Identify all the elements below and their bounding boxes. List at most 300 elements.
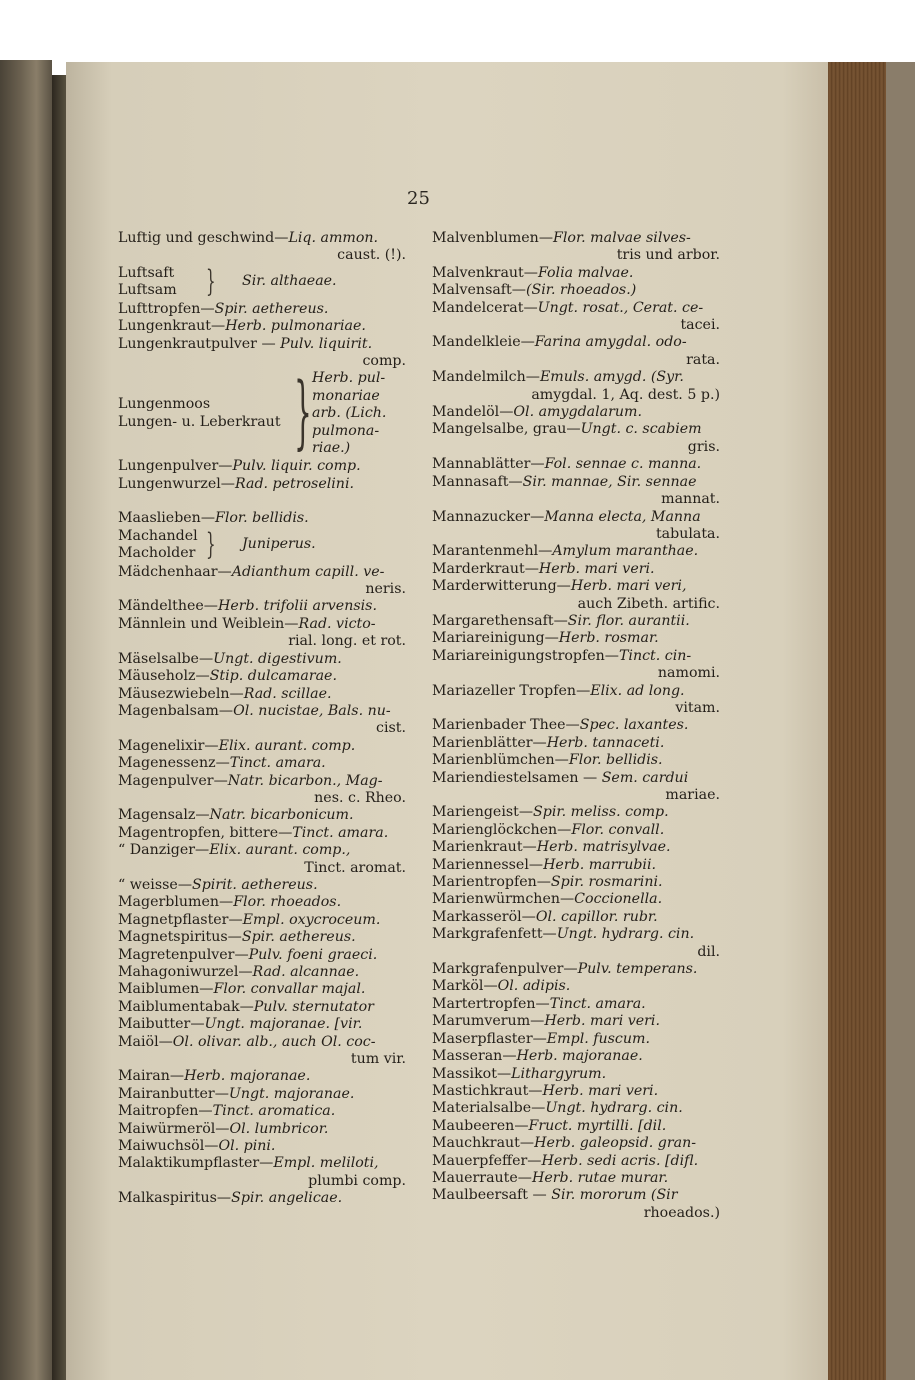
entry-continuation: tacei. xyxy=(680,317,720,334)
entry-latin-group xyxy=(312,370,386,458)
entry-dash: — xyxy=(218,702,234,719)
dictionary-entry xyxy=(118,842,408,859)
entry-term: Materialsalbe xyxy=(432,1100,532,1117)
entry-latin: Elix. aurant. comp. xyxy=(218,737,356,754)
background-edge xyxy=(886,62,915,1380)
dictionary-entry xyxy=(432,230,722,247)
entry-latin-line: arb. (Lich. xyxy=(312,405,387,422)
entry-term: Mandelöl xyxy=(432,404,500,421)
entry-term: Magenpulver xyxy=(118,772,214,789)
dictionary-entry xyxy=(118,947,408,964)
dictionary-entry xyxy=(118,755,408,772)
entry-dash: — xyxy=(195,668,210,685)
book-gutter xyxy=(52,75,66,1380)
entry-dash: — xyxy=(530,1013,545,1030)
entry-dash: — xyxy=(190,1016,205,1033)
entry-latin: Stip. dulcamarae. xyxy=(209,668,337,685)
entry-term: Malkaspiritus xyxy=(118,1190,217,1207)
entry-term: Marientropfen xyxy=(432,874,537,891)
dictionary-entry xyxy=(432,735,722,752)
entry-term: Marienblümchen xyxy=(432,752,555,769)
entry-latin: Sir. mororum (Sir xyxy=(551,1187,678,1204)
entry-latin: Herb. marrubii. xyxy=(543,856,656,873)
entry-term: Mädchenhaar xyxy=(118,563,218,580)
grouped-terms xyxy=(118,396,281,431)
dictionary-entry xyxy=(118,458,408,475)
entry-dash: — xyxy=(559,891,575,908)
section-gap xyxy=(118,493,408,510)
entry-latin: Elix. aurant. comp., xyxy=(209,842,351,859)
entry-term: Mannazucker xyxy=(432,508,531,525)
entry-latin: Ungt. hydrarg. cin. xyxy=(556,926,695,943)
entry-term: Luftsaft xyxy=(118,264,175,281)
left-text-column xyxy=(118,230,408,1208)
entry-dash: — xyxy=(238,964,253,980)
entry-term: Maiblumentabak xyxy=(118,998,240,1015)
dictionary-entry xyxy=(118,230,408,247)
entry-term: Mandelmilch xyxy=(432,369,526,386)
brace-mark: } xyxy=(294,365,312,459)
entry-dash: — xyxy=(502,1048,517,1065)
entry-term: Machandel xyxy=(118,527,198,544)
entry-term: Lungenpulver xyxy=(118,458,219,475)
entry-term: Macholder xyxy=(118,545,196,562)
entry-latin: Flor. malvae silves- xyxy=(553,230,691,246)
entry-latin: Fruct. myrtilli. [dil. xyxy=(528,1117,667,1134)
entry-dash: — xyxy=(195,807,210,824)
entry-dash: — xyxy=(227,929,242,946)
entry-dash: — xyxy=(217,563,232,580)
dictionary-entry xyxy=(432,874,722,891)
entry-term: Maibutter xyxy=(118,1016,191,1033)
entry-latin: Sir. althaeae. xyxy=(242,272,337,289)
dictionary-entry xyxy=(432,648,722,665)
grouped-terms xyxy=(118,265,177,300)
entry-term: Mastichkraut xyxy=(432,1082,529,1099)
entry-term: Maiwürmeröl xyxy=(118,1120,216,1137)
entry-latin-line: pulmona- xyxy=(312,422,380,439)
dictionary-entry xyxy=(432,961,722,978)
entry-dash: — xyxy=(274,230,289,246)
entry-dash: — xyxy=(234,946,249,963)
dictionary-entry xyxy=(432,578,722,595)
entry-latin: Natr. bicarbonicum. xyxy=(209,807,354,824)
entry-latin: Pulv. sternutator xyxy=(253,998,374,1015)
dictionary-entry xyxy=(118,510,408,527)
entry-term: Maiöl xyxy=(118,1033,159,1050)
entry-latin: Spir. rosmarini. xyxy=(550,874,663,891)
entry-latin: Pulv. liquir. comp. xyxy=(232,458,361,475)
entry-continuation: tum vir. xyxy=(350,1051,406,1068)
entry-term: Malvensaft xyxy=(432,282,512,299)
entry-latin: Herb. mari veri. xyxy=(542,1082,659,1099)
entry-dash: — xyxy=(215,1120,230,1137)
brace-mark: } xyxy=(206,526,216,562)
entry-dash: — xyxy=(538,230,554,246)
entry-latin: Ol. olivar. alb., auch Ol. coc- xyxy=(172,1033,376,1050)
dictionary-entry xyxy=(118,651,408,668)
dictionary-entry xyxy=(432,770,722,787)
entry-dash: — xyxy=(538,543,553,560)
entry-continuation: mariae. xyxy=(665,787,720,803)
entry-term: Magnetspiritus xyxy=(118,929,228,946)
left-page-shadow xyxy=(0,60,52,1380)
entry-term: Mannasaft xyxy=(432,473,509,490)
entry-latin: Elix. ad long. xyxy=(590,682,685,699)
entry-latin: Tinct. amara. xyxy=(292,824,389,841)
entry-term: Mariendiestelsamen — xyxy=(432,769,602,786)
entry-continuation: caust. (!). xyxy=(337,247,406,264)
entry-dash: — xyxy=(527,1152,542,1169)
entry-term: Magenbalsam xyxy=(118,702,219,719)
entry-continuation: tris und arbor. xyxy=(616,247,720,264)
dictionary-entry xyxy=(118,929,408,946)
dictionary-entry xyxy=(432,1013,722,1030)
entry-term: Maulbeersaft — xyxy=(432,1187,552,1204)
entry-dash: — xyxy=(528,1082,543,1099)
entry-term: Markgrafenfett xyxy=(432,926,543,943)
entry-term: Marköl xyxy=(432,978,484,995)
entry-term: Martertropfen xyxy=(432,995,536,1012)
page-fore-edge xyxy=(828,62,888,1380)
entry-latin: Herb. sedi acris. [difl. xyxy=(541,1152,699,1169)
entry-latin: Herb. mari veri, xyxy=(570,578,687,595)
entry-latin: Tinct. amara. xyxy=(549,995,646,1012)
entry-latin: Natr. bicarbon., Mag- xyxy=(227,772,383,789)
dictionary-entry xyxy=(432,630,722,647)
entry-term: Mairan xyxy=(118,1068,170,1085)
dictionary-entry xyxy=(118,1155,408,1172)
entry-dash: — xyxy=(220,475,235,492)
dictionary-entry xyxy=(432,822,722,839)
entry-latin: Herb. mari veri. xyxy=(538,560,655,577)
entry-latin: Coccionella. xyxy=(574,891,663,908)
entry-latin: Ungt. hydrarg. cin. xyxy=(545,1100,683,1117)
entry-term: Mandelcerat xyxy=(432,299,524,316)
dictionary-entry xyxy=(432,334,722,351)
entry-latin: Folia malvae. xyxy=(537,264,634,281)
entry-term: Mäselsalbe xyxy=(118,650,199,667)
dictionary-entry xyxy=(118,877,408,894)
entry-dash: — xyxy=(219,894,234,911)
entry-dash: — xyxy=(214,1085,229,1102)
entry-continuation: cist. xyxy=(376,720,406,737)
entry-latin: Ol. lumbricor. xyxy=(229,1120,329,1137)
entry-continuation: rial. long. et rot. xyxy=(288,633,406,650)
entry-term: Mandelkleie xyxy=(432,334,521,351)
entry-latin: Spir. aethereus. xyxy=(214,300,329,317)
entry-latin: Tinct. cin- xyxy=(618,647,692,664)
dictionary-entry xyxy=(118,999,408,1016)
entry-term: Männlein und Weiblein xyxy=(118,615,285,632)
entry-latin-line: Herb. pul- xyxy=(312,370,386,387)
entry-continuation: rhoeados.) xyxy=(643,1204,720,1221)
entry-dash: — xyxy=(542,926,557,943)
entry-latin: Herb. majoranae. xyxy=(516,1048,643,1065)
right-text-column xyxy=(432,230,722,1222)
dictionary-entry xyxy=(118,598,408,615)
entry-term: Marumverum xyxy=(432,1013,531,1030)
entry-dash: — xyxy=(518,804,534,821)
entry-term: Marienwürmchen xyxy=(432,891,560,908)
dictionary-entry xyxy=(118,1086,408,1103)
entry-dash: — xyxy=(218,458,233,475)
entry-latin: Sir. flor. aurantii. xyxy=(567,612,690,629)
entry-dash: — xyxy=(536,874,551,891)
grouped-entry xyxy=(118,528,408,564)
entry-dash: — xyxy=(278,824,293,841)
entry-latin: Empl. oxycroceum. xyxy=(242,911,381,928)
entry-latin: Juniperus. xyxy=(242,535,316,552)
dictionary-entry xyxy=(432,1118,722,1135)
entry-latin: Empl. fuscum. xyxy=(546,1030,650,1047)
entry-term: Mariengeist xyxy=(432,804,519,821)
entry-dash: — xyxy=(563,961,578,978)
entry-term: Mannablätter xyxy=(432,456,531,473)
entry-dash: — xyxy=(535,995,550,1012)
dictionary-entry xyxy=(118,825,408,842)
dictionary-entry xyxy=(118,301,408,318)
dictionary-entry xyxy=(432,909,722,926)
entry-latin: Ol. capillor. rubr. xyxy=(535,908,658,925)
entry-latin: Ungt. rosat., Cerat. ce- xyxy=(537,299,704,316)
entry-latin: Fol. sennae c. manna. xyxy=(544,456,702,473)
entry-term: Maubeeren xyxy=(432,1117,515,1134)
dictionary-entry xyxy=(118,964,408,981)
dictionary-entry xyxy=(432,1153,722,1170)
entry-dash: — xyxy=(531,1100,546,1117)
dictionary-entry xyxy=(432,804,722,821)
entry-dash: — xyxy=(522,839,537,856)
entry-latin: Rad. victo- xyxy=(298,615,376,632)
entry-term: Markgrafenpulver xyxy=(432,961,564,978)
entry-dash: — xyxy=(604,647,619,664)
entry-dash: — xyxy=(211,318,226,335)
entry-term: Mariazeller Tropfen xyxy=(432,682,577,699)
dictionary-entry xyxy=(118,1103,408,1120)
entry-continuation: neris. xyxy=(365,581,406,598)
dictionary-entry xyxy=(432,561,722,578)
entry-latin: Herb. rosmar. xyxy=(558,630,659,647)
entry-dash: — xyxy=(532,1030,547,1047)
dictionary-entry xyxy=(432,265,722,282)
entry-term: Massikot xyxy=(432,1065,497,1082)
entry-term: Lungenwurzel xyxy=(118,475,221,492)
entry-latin: Pulv. temperans. xyxy=(577,961,698,978)
entry-term: Mariennessel xyxy=(432,856,529,873)
entry-latin: Herb. majoranae. xyxy=(184,1068,311,1085)
brace-mark: } xyxy=(206,263,216,299)
dictionary-entry xyxy=(432,1135,722,1152)
entry-dash: — xyxy=(200,510,215,527)
dictionary-entry xyxy=(118,1068,408,1085)
dictionary-entry xyxy=(432,474,722,491)
entry-term: Malaktikumpflaster xyxy=(118,1155,260,1172)
entry-latin: Manna electa, Manna xyxy=(544,508,701,525)
entry-dash: — xyxy=(203,598,218,615)
dictionary-entry xyxy=(118,738,408,755)
entry-dash: — xyxy=(239,998,254,1015)
entry-latin: Farina amygdal. odo- xyxy=(534,334,687,351)
entry-continuation: dil. xyxy=(697,943,720,960)
entry-dash: — xyxy=(521,908,536,925)
dictionary-entry xyxy=(118,703,408,720)
dictionary-entry xyxy=(432,421,722,438)
entry-latin: Herb. matrisylvae. xyxy=(536,839,671,856)
entry-dash: — xyxy=(525,369,540,386)
dictionary-entry xyxy=(432,543,722,560)
entry-latin: Rad. scillae. xyxy=(243,685,332,702)
entry-latin: Ol. amygdalarum. xyxy=(513,404,643,421)
entry-term: Magensalz xyxy=(118,807,196,824)
dictionary-entry xyxy=(432,369,722,386)
entry-latin: Spec. laxantes. xyxy=(579,717,689,734)
entry-latin: Flor. convallar majal. xyxy=(213,981,366,998)
entry-term: Mäuseholz xyxy=(118,668,196,685)
entry-term: Markasseröl xyxy=(432,908,522,925)
entry-term: Maiblumen xyxy=(118,981,200,998)
entry-term: Marderwitterung xyxy=(432,578,557,595)
entry-dash: — xyxy=(556,578,571,595)
entry-latin: Ungt. majoranae. [vir. xyxy=(204,1016,363,1033)
entry-term: Marienblätter xyxy=(432,734,533,751)
entry-continuation: Tinct. aromat. xyxy=(304,859,406,876)
dictionary-entry xyxy=(432,891,722,908)
entry-latin: Ungt. digestivum. xyxy=(213,650,342,667)
dictionary-entry xyxy=(432,1100,722,1117)
entry-term: Mändelthee xyxy=(118,598,204,615)
dictionary-entry xyxy=(118,564,408,581)
entry-dash: — xyxy=(195,842,210,859)
entry-term: Lufttropfen xyxy=(118,300,201,317)
entry-term: Mäusezwiebeln xyxy=(118,685,230,702)
entry-term: Maaslieben xyxy=(118,510,201,527)
dictionary-entry xyxy=(432,404,722,421)
entry-dash: — xyxy=(200,300,215,317)
dictionary-entry xyxy=(432,996,722,1013)
entry-dash: — xyxy=(523,299,538,316)
entry-latin: Rad. petroselini. xyxy=(234,475,354,492)
entry-term: Mariareinigungstropfen xyxy=(432,647,605,664)
entry-dash: — xyxy=(204,737,219,754)
entry-latin: Herb. trifolii arvensis. xyxy=(217,598,377,615)
entry-term: Marienkraut xyxy=(432,839,523,856)
entry-latin: Herb. tannaceti. xyxy=(546,734,665,751)
dictionary-entry xyxy=(432,1083,722,1100)
entry-term: Mauerpfeffer xyxy=(432,1152,528,1169)
entry-dash: — xyxy=(284,615,299,632)
entry-term: Luftig und geschwind xyxy=(118,230,275,246)
entry-dash: — xyxy=(508,473,523,490)
entry-dash: — xyxy=(520,334,535,351)
entry-latin: (Sir. rhoeados.) xyxy=(525,282,637,299)
entry-latin-line: riae.) xyxy=(312,440,351,457)
dictionary-entry xyxy=(118,336,408,353)
entry-term: Magerblumen xyxy=(118,894,219,911)
entry-continuation: auch Zibeth. artific. xyxy=(577,595,720,612)
entry-dash: — xyxy=(511,282,526,299)
entry-dash: — xyxy=(523,264,538,281)
entry-dash: — xyxy=(576,682,591,699)
entry-continuation: tabulata. xyxy=(655,525,720,542)
entry-term: Magenessenz xyxy=(118,755,216,772)
entry-dash: — xyxy=(565,717,580,734)
entry-dash: — xyxy=(169,1068,185,1085)
entry-term: Malvenkraut xyxy=(432,264,524,281)
dictionary-entry xyxy=(432,717,722,734)
dictionary-entry xyxy=(432,752,722,769)
entry-dash: — xyxy=(198,1103,213,1120)
entry-latin: Herb. pulmonariae. xyxy=(225,318,366,335)
entry-term: Marantenmehl xyxy=(432,543,539,560)
entry-continuation: plumbi comp. xyxy=(308,1172,406,1189)
entry-term: Mangelsalbe, grau xyxy=(432,421,567,438)
grouped-terms xyxy=(118,528,198,563)
entry-latin: Emuls. amygd. (Syr. xyxy=(539,369,684,386)
entry-latin: Spir. angelicae. xyxy=(231,1190,343,1207)
entry-continuation: nes. c. Rheo. xyxy=(314,789,406,806)
dictionary-entry xyxy=(118,616,408,633)
entry-continuation: amygdal. 1, Aq. dest. 5 p.) xyxy=(531,386,720,403)
dictionary-entry xyxy=(118,1121,408,1138)
entry-latin: Flor. bellidis. xyxy=(568,752,663,769)
entry-dash: — xyxy=(228,911,243,928)
dictionary-entry xyxy=(118,1138,408,1155)
entry-dash: — xyxy=(177,876,192,893)
entry-latin: Herb. mari veri. xyxy=(544,1013,660,1030)
entry-dash: — xyxy=(198,650,214,667)
entry-dash: — xyxy=(530,508,545,525)
entry-continuation: vitam. xyxy=(675,699,720,716)
dictionary-entry xyxy=(432,1048,722,1065)
entry-term: Mariareinigung xyxy=(432,630,545,647)
entry-dash: — xyxy=(499,404,514,421)
entry-term: Luftsam xyxy=(118,282,177,299)
dictionary-entry xyxy=(432,509,722,526)
entry-latin: Rad. alcannae. xyxy=(252,964,360,980)
entry-term: Malvenblumen xyxy=(432,230,539,246)
entry-term: Magnetpflaster xyxy=(118,911,229,928)
entry-dash: — xyxy=(544,630,559,647)
dictionary-entry xyxy=(432,978,722,995)
dictionary-entry xyxy=(118,894,408,911)
entry-latin-line: monariae xyxy=(312,387,380,404)
entry-term: Lungen- u. Leberkraut xyxy=(118,413,281,430)
entry-term: Marienbader Thee xyxy=(432,717,566,734)
entry-dash: — xyxy=(554,752,569,769)
entry-latin: Tinct. amara. xyxy=(229,755,326,772)
entry-latin: Sir. mannae, Sir. sennae xyxy=(522,473,697,490)
entry-latin: Pulv. foeni graeci. xyxy=(248,946,378,963)
dictionary-entry xyxy=(432,1066,722,1083)
dictionary-entry xyxy=(118,476,408,493)
entry-latin: Sem. cardui xyxy=(601,769,689,786)
dictionary-entry xyxy=(432,683,722,700)
entry-continuation: mannat. xyxy=(661,491,720,508)
entry-dash: — xyxy=(213,772,228,789)
entry-dash: — xyxy=(532,734,547,751)
entry-continuation: namomi. xyxy=(657,665,720,682)
entry-latin: Ol. nucistae, Bals. nu- xyxy=(233,702,391,719)
dictionary-entry xyxy=(432,613,722,630)
entry-latin: Spirit. aethereus. xyxy=(192,876,318,893)
entry-latin: Spir. aethereus. xyxy=(241,929,356,946)
entry-dash: — xyxy=(483,978,498,995)
dictionary-entry xyxy=(432,456,722,473)
dictionary-entry xyxy=(118,981,408,998)
entry-term: Mahagoniwurzel xyxy=(118,964,239,980)
entry-latin: Spir. meliss. comp. xyxy=(533,804,669,821)
